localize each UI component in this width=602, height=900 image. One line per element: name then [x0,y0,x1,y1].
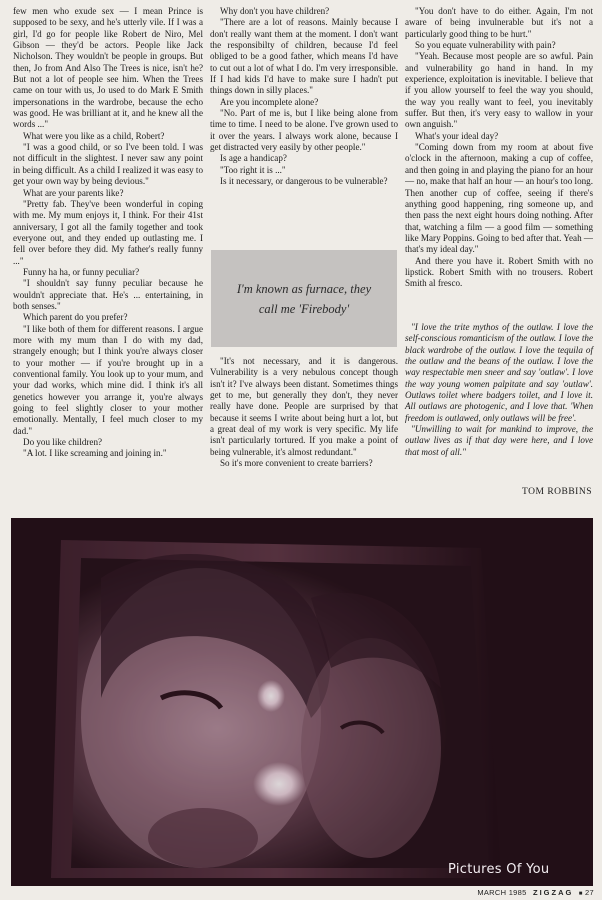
outlaw-quote [405,322,593,458]
paragraph: "Unwilling to wait for mankind to improve, the outlaw lives as if that day were here, and I love that most of all." [405,424,593,457]
article-column-2-continued [210,356,398,500]
article-column-2 [210,6,398,246]
paragraph: And there you have it. Robert Smith with no lipstick. Robert Smith with no trousers. Robert Smith al fresco. [405,255,593,289]
paragraph: Is it necessary, or dangerous to be vulnerable? [220,176,388,187]
article-column-1 [13,6,203,500]
paragraph: "Too right it is ..." [220,164,286,175]
quote-author: TOM ROBBINS [522,487,592,497]
paragraph: "You don't have to do either. Again, I'm not aware of being invulnerable but it's not a particularly good thing to be hurt." [405,6,593,39]
paragraph: Which parent do you prefer? [23,312,128,323]
paragraph: What were you like as a child, Robert? [23,130,165,141]
paragraph: "There are a lot of reasons. Mainly because I don't really want them at the moment. I don't want the responsibilty of children, because I'd feel obliged to be a good father, which means I'd have to cut out a lot of what I do. I'm very irresponsible. If I had kids I'd have to make sure I hadn't put things down in silly places." [210,17,398,96]
paragraph: "Yeah. Because most people are so awful. Pain and vulnerability go hand in hand. In my experience, exploitation is inevitable. I believe that if you allow yourself to feel the way you should, the way you really want to feel, you inevitably suffer. But then, it's very easy to wallow in your own anguish." [405,51,593,130]
paragraph: "A lot. I like screaming and joining in." [23,448,167,459]
paragraph: few men who exude sex — I mean Prince is supposed to be sexy, and he's utterly vile. If I was a girl, I'd go for people like Robert de Niro, Mel Gibson — they'd be actors. People like Jack Nicholson. They wouldn't be people in groups. But then, Jo from And Also The Trees is nice, isn't he? But not a lot of people see him. When the Trees came on tour with us, Jo used to do Mark E Smith impersonations in the wardrobe, because the echo was good. He was brilliant at it, and he knew all the words ..." [13,6,203,130]
photo-illustration [11,518,593,886]
paragraph: So it's more convenient to create barriers? [220,458,373,469]
paragraph: "I was a good child, or so I've been told. I was not difficult in the slightest. I never saw any point in being difficult. As a child I realized it was easy to get your own way by being devious." [13,142,203,187]
paragraph: "Pretty fab. They've been wonderful in coping with me. My mum enjoys it, I think. For their 41st anniversary, I got all the family together and took everyone out, and they ended up outlasting me. I fell over before they did. My father's really funny ..." [13,198,203,266]
paragraph: "I love the trite mythos of the outlaw. I love the self-conscious romanticism of the outlaw. I love the black wardrobe of the outlaw. I love the tequila of the outlaw and the beans of the outlaw. I love the way respectable men sneer and say 'outlaw'. I love the way young women palpitate and say 'outlaw'. Outlaws toilet where badgers toilet, and I love it. All outlaws are photogenic, and I love that. 'When freedom is outlawed, only outlaws will be free'. [405,322,593,423]
pull-quote-line-1: I'm known as furnace, they [236,281,372,296]
paragraph: Do you like children? [23,437,103,448]
robert-smith-photo [11,518,593,886]
photo-caption: Pictures Of You [448,862,550,877]
paragraph: "It's not necessary, and it is dangerous. Vulnerability is a very nebulous concept though isn't it? I've always been distant. Sometimes things get to me, but generally they don't, they never really have done. People are surprised by that because it seems I write about being hurt a lot, but a great deal of my work is very specific. My life isn't particularly tortured. If you make a point of being vulnerable, it's almost redundant." [210,356,398,457]
paragraph: "I like both of them for different reasons. I argue more with my mum than I do with my dad, strangely enough; but I think you're always closer to your mother — if you're brought up in a conventional family. You look up to your mum, and your dad works, which mine did. I think it's all genetics however you arrange it, you're always going to feel slightly closer to your mother emotionally. Mentally, I feel much closer to my dad." [13,323,203,436]
issue-date: MARCH 1985 [477,888,527,897]
paragraph: What's your ideal day? [415,130,499,141]
paragraph: What are your parents like? [23,187,124,198]
page-footer [477,888,594,897]
paragraph: "I shouldn't say funny peculiar because he wouldn't appreciate that. He's ... entertaining, in both senses." [13,278,203,311]
pull-quote [211,250,397,347]
paragraph: "No. Part of me is, but I like being alone from time to time. I need to be alone. I've grown used to it over the years. I always work alone, because I get distracted very easily by other people." [210,108,398,153]
page-number: 27 [585,888,594,897]
square-bullet-icon: ■ [578,891,583,897]
magazine-name: ZIGZAG [532,888,574,897]
article-column-3 [405,6,593,316]
paragraph: "Coming down from my room at about five o'clock in the afternoon, making a cup of coffee, and then going in and playing the piano for an hour — no, make that half an hour — an hour's too long. Then another cup of coffee, seeing if there's anything good happening, ring someone up, and then pass the next eight hours doing nothing. After that, watching a film — a good film — something like Mary Poppins. Going to bed after that. Yeah — that's my ideal day." [405,142,593,255]
paragraph: Is age a handicap? [220,153,287,164]
paragraph: Why don't you have children? [220,6,330,16]
pull-quote-line-2: call me 'Firebody' [258,301,350,316]
paragraph: Funny ha ha, or funny peculiar? [23,266,140,277]
paragraph: Are you incomplete alone? [220,96,319,107]
paragraph: So you equate vulnerability with pain? [415,40,556,51]
